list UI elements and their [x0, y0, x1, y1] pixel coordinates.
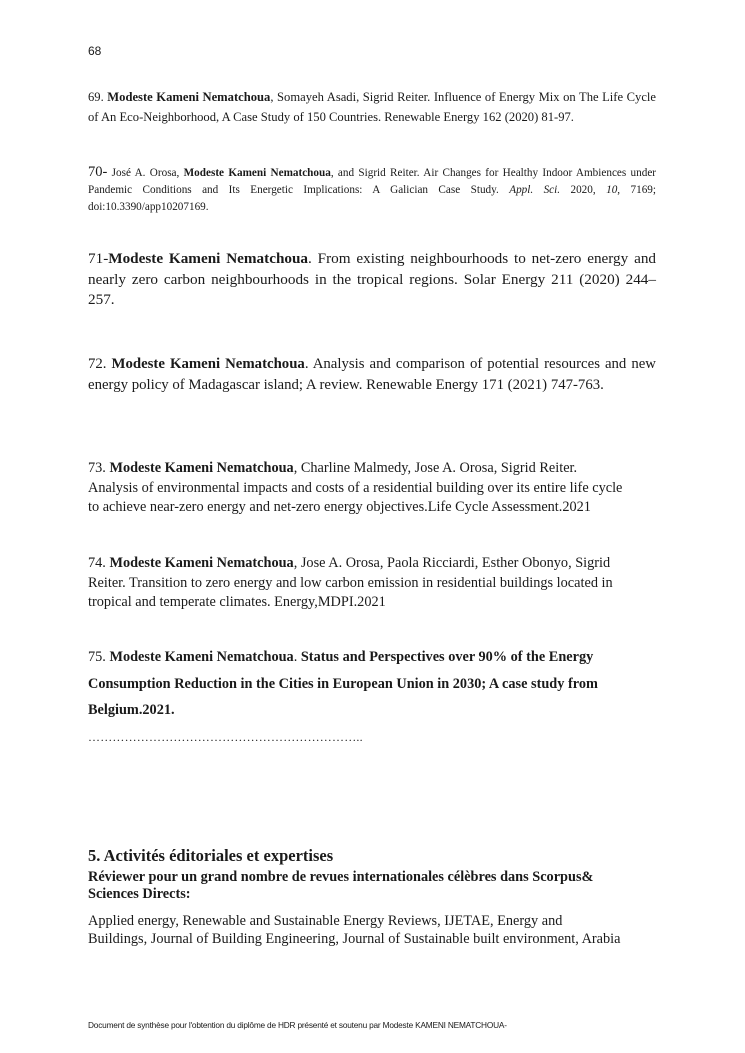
ref-year: 2020,	[560, 184, 607, 196]
ref-number: 72.	[88, 356, 112, 372]
ref-author-bold: Modeste Kameni Nematchoua	[111, 356, 305, 372]
ref-author-bold: Modeste Kameni Nematchoua	[183, 167, 331, 179]
reference-74	[88, 554, 658, 613]
ref-number: 73.	[88, 460, 110, 476]
ref-author-bold: Modeste Kameni Nematchoua	[109, 555, 294, 571]
ref-line-3	[88, 697, 658, 724]
subheading-line-2: Sciences Directs:	[88, 886, 191, 902]
ref-text: , Charline Malmedy, Jose A. Orosa, Sigrid Reiter.	[293, 460, 578, 476]
ref-text: , Jose A. Orosa, Paola Ricciardi, Esther Obonyo, Sigrid	[293, 555, 611, 571]
ref-line-2: Reiter. Transition to zero energy and low carbon emission in residential buildings located in	[88, 574, 613, 591]
ref-text: , Somayeh Asadi, Sigrid Reiter. Influence of Energy Mix on The Life Cycle of An Eco-Neighborhood, A Case Study of 150 Countries. Renewable Energy 162 (2020) 81-97.	[88, 90, 656, 124]
ref-line-3: to achieve near-zero energy and net-zero energy objectives.Life Cycle Assessment.2021	[88, 499, 591, 515]
ref-line-1	[88, 459, 658, 479]
page-footer: Document de synthèse pour l'obtention du diplôme de HDR présenté et soutenu par Modeste KAMENI NEMATCHOUA-	[88, 1020, 507, 1030]
ref-text: . Analysis and comparison of potential resources and new energy policy of Madagascar island; A review. Renewable Energy 171 (2021) 747-763.	[88, 356, 656, 393]
ref-number: 71-	[88, 250, 109, 267]
ref-author-bold: Modeste Kameni Nematchoua	[109, 460, 294, 476]
ref-title-bold: Consumption Reduction in the Cities in European Union in 2030; A case study from	[88, 675, 598, 692]
ref-number: 69.	[88, 90, 104, 104]
ref-author-bold: Modeste Kameni Nematchoua	[108, 250, 309, 267]
ref-line-2: Analysis of environmental impacts and costs of a residential building over its entire life cycle	[88, 479, 623, 496]
reference-72	[88, 354, 656, 395]
ref-journal: Appl. Sci.	[509, 184, 561, 196]
body-line-1: Applied energy, Renewable and Sustainable Energy Reviews, IJETAE, Energy and	[88, 913, 563, 929]
ref-sep: .	[293, 649, 301, 665]
ref-number: 70-	[88, 164, 108, 180]
dotted-separator: …………………………………………………………..	[88, 730, 363, 744]
ref-volume: 10	[606, 184, 618, 196]
ref-author-bold: Modeste Kameni Nematchoua	[107, 90, 271, 104]
ref-text-tail: , 7169; doi:10.3390/app10207169.	[88, 184, 656, 213]
ref-title-bold: Status and Perspectives over 90% of the Energy	[300, 649, 594, 665]
ref-line-3: tropical and temperate climates. Energy,MDPI.2021	[88, 594, 386, 610]
ref-text-mid: , and Sigrid Reiter. Air Changes for Healthy Indoor Ambiences under Pandemic Conditions and Its Energetic Implications: A Galician Case Study.	[88, 167, 657, 196]
subheading-line-1: Réviewer pour un grand nombre de revues internationales célèbres dans Scorpus&	[88, 869, 594, 885]
ref-line-2	[88, 671, 658, 698]
reference-70	[88, 164, 656, 216]
reference-69	[88, 87, 656, 127]
page-number: 68	[88, 44, 102, 58]
reference-73	[88, 459, 658, 518]
section-subheading	[88, 869, 648, 903]
ref-line-1	[88, 554, 658, 574]
ref-text: . From existing neighbourhoods to net-zero energy and nearly zero carbon neighbourhoods in the tropical regions. Solar Energy 211 (2020) 244–257.	[88, 250, 657, 309]
ref-title-bold: Belgium.2021.	[88, 702, 175, 718]
section-body	[88, 912, 658, 948]
ref-line-1	[88, 644, 658, 671]
ref-text-pre: José A. Orosa,	[107, 167, 184, 179]
ref-number: 74.	[88, 555, 110, 571]
ref-author-bold: Modeste Kameni Nematchoua	[109, 649, 294, 665]
section-heading: 5. Activités éditoriales et expertises	[88, 846, 334, 865]
reference-71	[88, 249, 656, 311]
body-line-2: Buildings, Journal of Building Engineering, Journal of Sustainable built environment, Arabia	[88, 931, 621, 947]
reference-75	[88, 644, 658, 724]
ref-number: 75.	[88, 649, 110, 665]
